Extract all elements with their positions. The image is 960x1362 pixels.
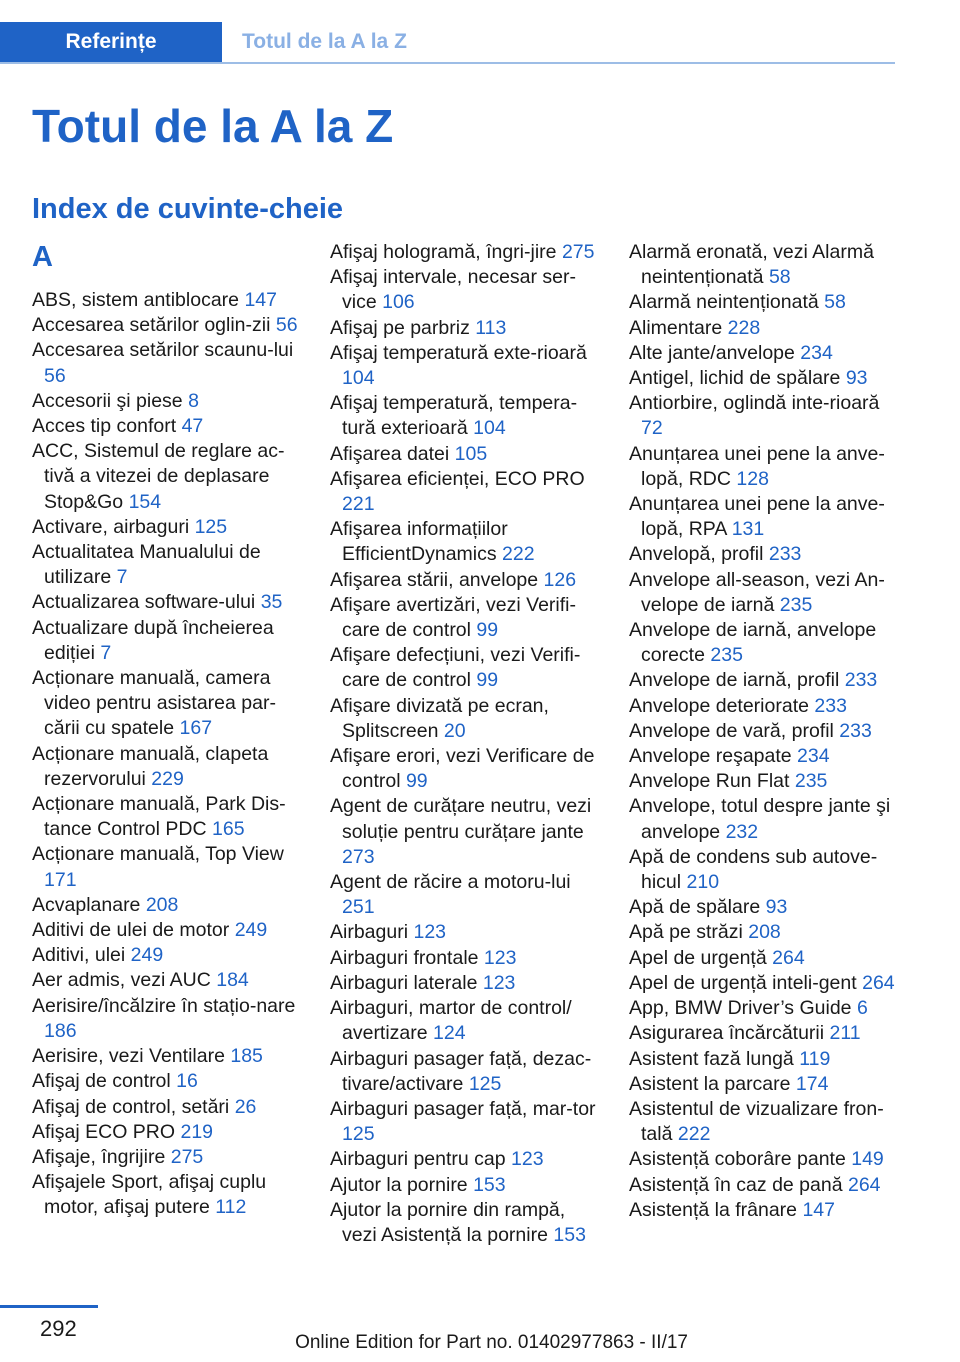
- index-entry-page-link[interactable]: 211: [829, 1022, 861, 1045]
- index-entry-page-link[interactable]: 210: [686, 871, 720, 894]
- index-entry: [32, 1170, 302, 1220]
- index-entry: [32, 666, 302, 742]
- index-entry-term: Afişaj pe parbriz: [330, 316, 470, 339]
- index-entry: [330, 240, 600, 265]
- index-entry: [629, 794, 899, 844]
- index-entry-term: App, BMW Driver’s Guide: [629, 997, 852, 1020]
- index-entry-term: Alarmă eronată, vezi Alarmă neintenționată: [629, 241, 874, 289]
- index-entry-page-link[interactable]: 72: [641, 417, 663, 440]
- index-entry: [32, 540, 302, 590]
- index-entry-term: Aerisire/încălzire în stațio-nare: [32, 994, 296, 1017]
- index-entry: [32, 288, 302, 313]
- index-entry-page-link[interactable]: 123: [511, 1148, 544, 1171]
- index-entry-term: Afişarea eficienței, ECO PRO: [330, 467, 585, 490]
- index-entry-term: Afişare avertizări, vezi Verifi-care de control: [330, 593, 576, 642]
- index-entry-page-link[interactable]: 124: [433, 1022, 466, 1045]
- index-entry-page-link[interactable]: 58: [824, 291, 846, 314]
- index-entry-term: Agent de curățare neutru, vezi soluție pentru curățare jante: [330, 795, 592, 843]
- index-entry-term: Anunțarea unei pene la anve-lopă, RPA: [629, 493, 885, 541]
- index-entry: [32, 1044, 302, 1069]
- index-entry: [629, 341, 899, 366]
- index-entry-term: Acționare manuală, camera video pentru asistarea par-cării cu spatele: [32, 667, 276, 740]
- index-entry-page-link[interactable]: 275: [170, 1145, 204, 1168]
- index-entry-term: Afişarea datei: [330, 442, 450, 465]
- index-entry-term: Airbaguri pentru cap: [330, 1148, 506, 1171]
- index-entry: [32, 994, 302, 1044]
- index-entry: [32, 918, 302, 943]
- index-entry-term: Afişaj temperatură, tempera-tură exterioară: [330, 392, 578, 440]
- index-entry-page-link[interactable]: 233: [768, 543, 802, 566]
- index-entry-term: Asistent fază lungă: [629, 1047, 794, 1070]
- index-entry-term: Asistență coborâre pante: [629, 1148, 846, 1171]
- index-entry: [629, 996, 899, 1021]
- index-entry-page-link[interactable]: 112: [215, 1196, 247, 1219]
- index-column-3: [629, 240, 899, 1223]
- edition-note: Online Edition for Part no. 01402977863 - II/17: [295, 1332, 688, 1353]
- index-entry-term: Acționare manuală, Top View: [32, 843, 284, 866]
- index-entry: [629, 1072, 899, 1097]
- index-entry-term: Acționare manuală, Park Dis-tance Control PDC: [32, 793, 286, 841]
- index-entry-term: Anvelopă, profil: [629, 543, 764, 566]
- index-entry-term: Afişare divizată pe ecran, Splitscreen: [330, 694, 549, 742]
- index-entry-page-link[interactable]: 56: [44, 364, 66, 387]
- index-entry: [629, 1198, 899, 1223]
- index-entry-page-link[interactable]: 221: [342, 493, 375, 516]
- index-entry-page-link[interactable]: 58: [768, 266, 791, 289]
- index-entry: [32, 1145, 302, 1170]
- index-entry-page-link[interactable]: 16: [176, 1070, 198, 1093]
- index-entry-page-link[interactable]: 165: [212, 818, 245, 841]
- index-entry-term: Agent de răcire a motoru-lui: [330, 871, 571, 894]
- index-entry: [32, 742, 302, 792]
- footer-rule: [0, 1305, 98, 1308]
- index-entry-term: Anvelope deteriorate: [629, 694, 809, 717]
- index-entry-page-link[interactable]: 149: [851, 1148, 884, 1171]
- index-entry: [629, 1097, 899, 1147]
- index-entry-page-link[interactable]: 171: [44, 868, 77, 891]
- index-entry: [629, 316, 899, 341]
- index-entry-term: Asistență în caz de pană: [629, 1173, 843, 1196]
- index-entry-page-link[interactable]: 125: [468, 1072, 502, 1095]
- page-subtitle: Index de cuvinte-cheie: [32, 193, 344, 225]
- index-entry-term: Airbaguri pasager față, mar-tor: [330, 1097, 596, 1120]
- index-entry: [629, 618, 899, 668]
- index-entry-page-link[interactable]: 7: [116, 566, 128, 589]
- index-entry-term: Apel de urgență: [629, 946, 767, 969]
- index-entry: [330, 568, 600, 593]
- index-entry-page-link[interactable]: 219: [180, 1120, 214, 1143]
- index-entry-page-link[interactable]: 229: [151, 767, 184, 790]
- index-entry: [32, 515, 302, 540]
- index-entry-term: Afişaj de control, setări: [32, 1095, 230, 1118]
- index-entry: [330, 1198, 600, 1248]
- index-entry: [629, 240, 899, 290]
- index-entry-page-link[interactable]: 167: [179, 717, 213, 740]
- index-entry-page-link[interactable]: 222: [502, 543, 535, 566]
- index-entry: [629, 568, 899, 618]
- index-entry-term: ACC, Sistemul de reglare ac-tivă a vitezei de deplasare Stop&Go: [32, 440, 285, 513]
- index-entry: [629, 442, 899, 492]
- index-entry-page-link[interactable]: 56: [275, 314, 298, 337]
- index-entry-term: Acces tip confort: [32, 415, 177, 438]
- index-entry-page-link[interactable]: 104: [473, 417, 506, 440]
- index-entry-term: Anvelope all-season, vezi An-velope de iarnă: [629, 568, 885, 616]
- index-entry-page-link[interactable]: 125: [342, 1123, 375, 1146]
- index-entry-page-link[interactable]: 125: [194, 515, 228, 538]
- index-entry-term: Apă de condens sub autove-hicul: [629, 845, 878, 894]
- index-entry-term: Antiorbire, oglindă inte-rioară: [629, 392, 880, 415]
- index-entry: [330, 643, 600, 693]
- index-entry: [629, 1147, 899, 1172]
- index-entry-page-link[interactable]: 47: [181, 415, 204, 438]
- index-entry-term: Anvelope de vară, profil: [629, 719, 834, 742]
- index-entry-term: Acvaplanare: [32, 893, 141, 916]
- index-entry-page-link[interactable]: 208: [145, 893, 179, 916]
- index-entry-page-link[interactable]: 128: [736, 467, 769, 490]
- index-entry-term: Asistență la frânare: [629, 1198, 798, 1221]
- index-column-1: [32, 240, 302, 1221]
- index-entry-page-link[interactable]: 105: [454, 442, 488, 465]
- index-entry-term: Anvelope Run Flat: [629, 770, 790, 793]
- index-entry-page-link[interactable]: 234: [800, 341, 833, 364]
- index-entry-term: Aer admis, vezi AUC: [32, 969, 211, 992]
- index-entry-page-link[interactable]: 6: [856, 997, 868, 1020]
- index-entry: [330, 1047, 600, 1097]
- index-entry-page-link[interactable]: 249: [234, 919, 268, 942]
- index-entry-term: Actualizare după încheierea ediției: [32, 616, 274, 664]
- index-entry-term: Actualitatea Manualului de utilizare: [32, 541, 261, 589]
- index-entry: [629, 366, 899, 391]
- header-section-tab[interactable]: Referințe: [0, 22, 222, 62]
- index-entry: [330, 265, 600, 315]
- index-entry-term: Actualizarea software-ului: [32, 591, 256, 614]
- index-entry: [629, 694, 899, 719]
- index-entry-page-link[interactable]: 93: [845, 367, 868, 390]
- index-entry: [32, 389, 302, 414]
- index-entry-term: Airbaguri pasager față, dezac-tivare/activare: [330, 1047, 592, 1095]
- index-entry: [629, 719, 899, 744]
- index-entry: [330, 1147, 600, 1172]
- index-entry: [32, 313, 302, 338]
- index-entry: [330, 996, 600, 1046]
- index-entry-page-link[interactable]: 35: [260, 591, 283, 614]
- index-entry-page-link[interactable]: 147: [802, 1198, 835, 1221]
- index-entry-page-link[interactable]: 233: [814, 694, 847, 717]
- index-entry-page-link[interactable]: 26: [234, 1095, 257, 1118]
- index-entry: [629, 769, 899, 794]
- index-entry: [330, 517, 600, 567]
- index-entry-page-link[interactable]: 174: [795, 1072, 829, 1095]
- index-entry: [330, 1173, 600, 1198]
- index-entry: [32, 1120, 302, 1145]
- index-entry: [330, 794, 600, 870]
- index-entry: [32, 792, 302, 842]
- index-entry: [629, 1021, 899, 1046]
- index-entry-page-link[interactable]: 123: [482, 971, 516, 994]
- index-entry-term: Airbaguri, martor de control/ avertizare: [330, 997, 572, 1045]
- index-entry-term: Anvelope de iarnă, profil: [629, 669, 840, 692]
- index-entry-term: Ajutor la pornire: [330, 1173, 468, 1196]
- index-entry-page-link[interactable]: 106: [382, 291, 415, 314]
- index-entry: [629, 542, 899, 567]
- index-entry-page-link[interactable]: 235: [779, 593, 813, 616]
- index-entry-page-link[interactable]: 99: [405, 770, 428, 793]
- index-entry: [629, 946, 899, 971]
- index-entry-term: Afişaje, îngrijire: [32, 1145, 166, 1168]
- index-entry-term: Accesorii şi piese: [32, 389, 183, 412]
- index-entry-page-link[interactable]: 264: [862, 971, 895, 994]
- index-entry-page-link[interactable]: 233: [844, 669, 878, 692]
- index-entry-term: Aditivi, ulei: [32, 944, 126, 967]
- index-entry-page-link[interactable]: 251: [342, 896, 375, 919]
- index-entry: [330, 593, 600, 643]
- index-entry-page-link[interactable]: 20: [443, 719, 466, 742]
- index-entry: [629, 391, 899, 441]
- index-entry: [32, 842, 302, 892]
- index-entry: [629, 845, 899, 895]
- page-title: Totul de la A la Z: [32, 100, 394, 152]
- index-entry-page-link[interactable]: 233: [839, 719, 872, 742]
- index-entry-page-link[interactable]: 123: [483, 946, 517, 969]
- index-entry-page-link[interactable]: 119: [799, 1047, 831, 1070]
- index-entry-page-link[interactable]: 249: [130, 944, 164, 967]
- index-entry-term: Afişare erori, vezi Verificare de control: [330, 745, 595, 793]
- index-entry: [330, 694, 600, 744]
- index-entry: [32, 338, 302, 388]
- index-entry-term: Asistentul de vizualizare fron-tală: [629, 1097, 884, 1146]
- index-entry-term: Afişaj de control: [32, 1070, 171, 1093]
- index-entry-term: Anunțarea unei pene la anve-lopă, RDC: [629, 442, 885, 490]
- index-entry: [629, 1047, 899, 1072]
- index-entry-page-link[interactable]: 8: [188, 389, 199, 412]
- index-entry-term: Afişaj temperatură exte-rioară: [330, 341, 587, 364]
- index-entry: [330, 920, 600, 945]
- index-entry: [330, 946, 600, 971]
- index-entry-term: Anvelope reşapate: [629, 745, 792, 768]
- index-entry-page-link[interactable]: 235: [794, 770, 828, 793]
- index-entry: [629, 668, 899, 693]
- index-entry: [32, 590, 302, 615]
- index-entry: [32, 1095, 302, 1120]
- index-entry-term: Anvelope de iarnă, anvelope corecte: [629, 619, 877, 667]
- index-entry-term: Acționare manuală, clapeta rezervorului: [32, 742, 269, 790]
- index-entry-term: Afişarea informațiilor EfficientDynamics: [330, 518, 508, 566]
- index-entry-page-link[interactable]: 153: [473, 1173, 506, 1196]
- index-entry-term: Airbaguri: [330, 921, 409, 944]
- index-entry-page-link[interactable]: 184: [216, 969, 249, 992]
- index-entry: [629, 920, 899, 945]
- index-entry-page-link[interactable]: 131: [731, 518, 765, 541]
- index-entry: [330, 442, 600, 467]
- index-entry: [32, 1069, 302, 1094]
- index-entry-page-link[interactable]: 185: [230, 1045, 263, 1068]
- index-entry-term: Activare, airbaguri: [32, 515, 190, 538]
- index-entry: [32, 616, 302, 666]
- index-entry-term: Antigel, lichid de spălare: [629, 367, 841, 390]
- index-entry: [330, 744, 600, 794]
- index-entry-page-link[interactable]: 275: [561, 241, 595, 263]
- index-entry-page-link[interactable]: 234: [797, 745, 830, 768]
- index-entry-term: Afişaj ECO PRO: [32, 1120, 176, 1143]
- index-entry-term: Afişajele Sport, afişaj cuplu motor, afişaj putere: [32, 1171, 267, 1219]
- index-entry-term: Afişaj intervale, necesar ser-vice: [330, 266, 577, 314]
- index-entry-page-link[interactable]: 153: [553, 1223, 586, 1246]
- index-entry-page-link[interactable]: 273: [342, 845, 375, 868]
- index-entry-page-link[interactable]: 104: [342, 367, 375, 390]
- index-entry-page-link[interactable]: 264: [847, 1173, 881, 1196]
- index-entry: [330, 1097, 600, 1147]
- index-entry-page-link[interactable]: 186: [44, 1019, 77, 1042]
- index-entry: [330, 467, 600, 517]
- index-entry: [629, 1173, 899, 1198]
- page-number: 292: [40, 1316, 77, 1341]
- index-entry-term: Aerisire, vezi Ventilare: [32, 1045, 225, 1068]
- index-entry: [32, 893, 302, 918]
- index-entry-term: Afişaj hologramă, îngri-jire: [330, 241, 557, 263]
- index-entry: [629, 290, 899, 315]
- index-entry-page-link[interactable]: 99: [476, 619, 499, 642]
- index-entry: [629, 895, 899, 920]
- index-entry: [330, 971, 600, 996]
- index-entry-term: ABS, sistem antiblocare: [32, 289, 240, 311]
- index-entry: [629, 492, 899, 542]
- index-entry: [629, 744, 899, 769]
- index-entry: [330, 391, 600, 441]
- index-column-2: [330, 240, 600, 1248]
- index-entry: [330, 341, 600, 391]
- index-entry-term: Afişarea stării, anvelope: [330, 568, 539, 591]
- running-header: [0, 22, 895, 64]
- index-entry: [32, 439, 302, 515]
- index-entry-page-link[interactable]: 7: [100, 641, 112, 664]
- index-entry-page-link[interactable]: 235: [710, 644, 743, 667]
- index-entry-page-link[interactable]: 228: [727, 316, 761, 339]
- index-entry-term: Alarmă neintenționată: [629, 291, 819, 314]
- header-chapter-tab[interactable]: Totul de la A la Z: [242, 30, 407, 53]
- index-entry-page-link[interactable]: 93: [765, 896, 788, 919]
- index-entry: [629, 971, 899, 996]
- index-entry-term: Aditivi de ulei de motor: [32, 919, 230, 942]
- index-entry-term: Apă de spălare: [629, 896, 761, 919]
- index-entry-term: Apel de urgență inteli-gent: [629, 971, 857, 994]
- index-entry-page-link[interactable]: 123: [413, 921, 447, 944]
- index-entry-term: Ajutor la pornire din rampă, vezi Asistență la pornire: [330, 1198, 566, 1246]
- index-entry-term: Airbaguri frontale: [330, 946, 479, 969]
- index-entry-page-link[interactable]: 147: [244, 289, 277, 311]
- index-entry: [32, 968, 302, 993]
- index-entry-page-link[interactable]: 113: [475, 316, 507, 339]
- index-entry-page-link[interactable]: 232: [725, 820, 759, 843]
- index-entry-page-link[interactable]: 208: [748, 921, 781, 944]
- index-entry-term: Asigurarea încărcăturii: [629, 1022, 825, 1045]
- index-entry-page-link[interactable]: 264: [772, 946, 805, 969]
- index-entry-page-link[interactable]: 222: [677, 1123, 711, 1146]
- index-entry-term: Accesarea setărilor scaunu-lui: [32, 339, 294, 362]
- index-entry-page-link[interactable]: 126: [543, 568, 577, 591]
- index-entry: [330, 870, 600, 920]
- index-entry-term: Anvelope, totul despre jante şi anvelope: [629, 795, 891, 843]
- index-entry-term: Asistent la parcare: [629, 1072, 791, 1095]
- index-entry-term: Alte jante/anvelope: [629, 341, 795, 364]
- index-entry: [330, 316, 600, 341]
- index-entry-term: Apă pe străzi: [629, 921, 743, 944]
- index-entry: [32, 414, 302, 439]
- index-entry-term: Afişare defecțiuni, vezi Verifi-care de control: [330, 644, 581, 692]
- index-letter-heading: A: [32, 241, 53, 273]
- index-entry-term: Accesarea setărilor oglin-zii: [32, 314, 271, 337]
- index-entry-term: Alimentare: [629, 316, 723, 339]
- index-entry-term: Airbaguri laterale: [330, 971, 478, 994]
- index-entry-page-link[interactable]: 99: [476, 669, 499, 692]
- index-entry-page-link[interactable]: 154: [128, 490, 162, 513]
- index-entry: [32, 943, 302, 968]
